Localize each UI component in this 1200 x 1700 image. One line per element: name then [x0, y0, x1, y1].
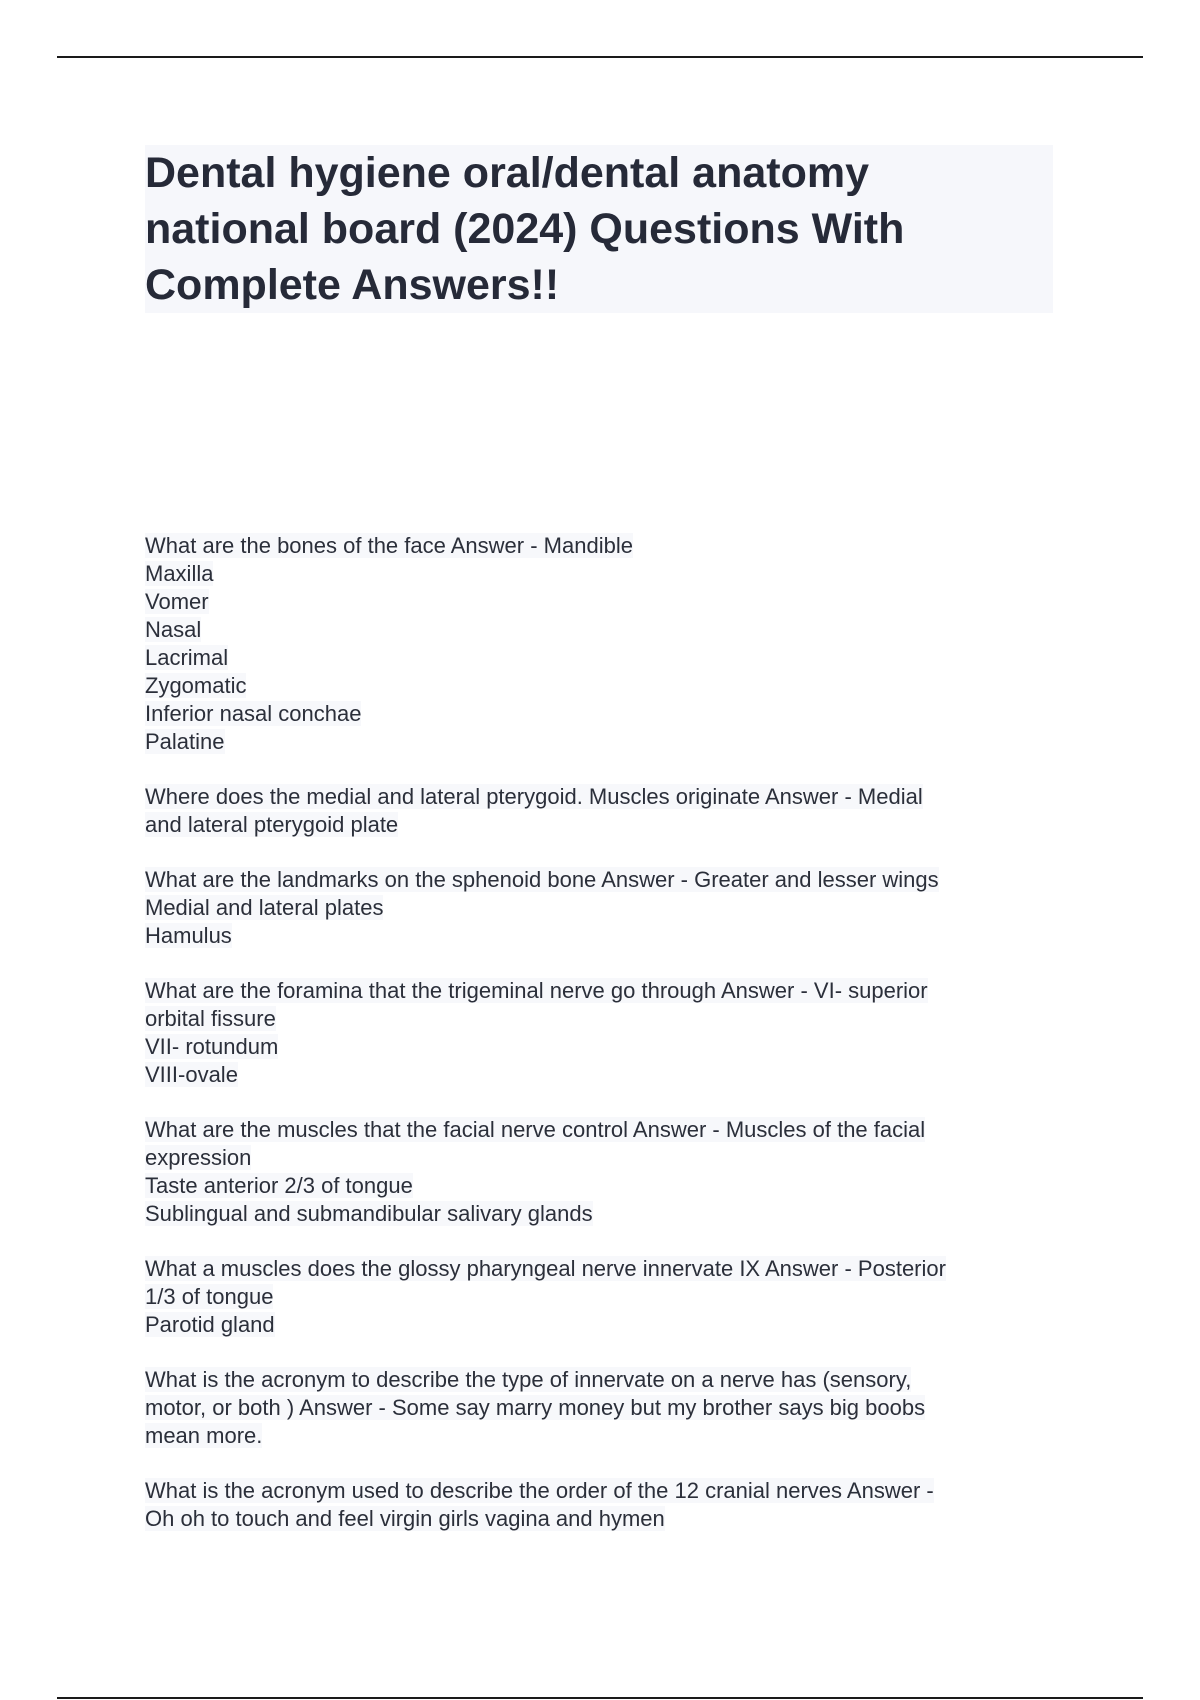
qa-line: VIII-ovale — [145, 1062, 238, 1087]
qa-line: Vomer — [145, 589, 209, 614]
bottom-rule — [57, 1697, 1143, 1699]
qa-list — [145, 532, 1065, 1560]
qa-line: Lacrimal — [145, 645, 229, 670]
qa-line: Inferior nasal conchae — [145, 701, 362, 726]
qa-line: Oh oh to touch and feel virgin girls vagina and hymen — [145, 1506, 665, 1531]
qa-item — [145, 1116, 1065, 1228]
qa-line: Nasal — [145, 617, 202, 642]
qa-line: Where does the medial and lateral pterygoid. Muscles originate Answer - Medial — [145, 784, 923, 809]
qa-line: Zygomatic — [145, 673, 247, 698]
qa-item — [145, 977, 1065, 1089]
qa-line: orbital fissure — [145, 1006, 276, 1031]
qa-line: What are the muscles that the facial nerve control Answer - Muscles of the facial — [145, 1117, 926, 1142]
qa-line: Palatine — [145, 729, 225, 754]
qa-line: expression — [145, 1145, 252, 1170]
qa-item — [145, 866, 1065, 950]
qa-line: What is the acronym to describe the type of innervate on a nerve has (sensory, — [145, 1367, 912, 1392]
top-rule — [57, 56, 1143, 58]
qa-line: motor, or both ) Answer - Some say marry money but my brother says big boobs — [145, 1395, 926, 1420]
title-line: national board (2024) Questions With — [145, 205, 905, 253]
title-block — [145, 145, 1053, 313]
qa-line: Parotid gland — [145, 1312, 275, 1337]
document-title — [145, 145, 1053, 313]
title-line: Complete Answers!! — [145, 261, 560, 309]
qa-line: Taste anterior 2/3 of tongue — [145, 1173, 413, 1198]
qa-line: Hamulus — [145, 923, 232, 948]
title-line: Dental hygiene oral/dental anatomy — [145, 149, 870, 197]
qa-line: Maxilla — [145, 561, 214, 586]
qa-line: What are the foramina that the trigeminal nerve go through Answer - VI- superior — [145, 978, 928, 1003]
qa-line: What is the acronym used to describe the order of the 12 cranial nerves Answer - — [145, 1478, 934, 1503]
qa-item — [145, 783, 1065, 839]
qa-item — [145, 532, 1065, 756]
qa-line: Sublingual and submandibular salivary glands — [145, 1201, 593, 1226]
qa-line: mean more. — [145, 1423, 263, 1448]
qa-line: 1/3 of tongue — [145, 1284, 274, 1309]
qa-line: and lateral pterygoid plate — [145, 812, 399, 837]
qa-line: VII- rotundum — [145, 1034, 279, 1059]
qa-item — [145, 1477, 1065, 1533]
qa-item — [145, 1366, 1065, 1450]
qa-line: What are the bones of the face Answer - Mandible — [145, 533, 633, 558]
qa-line: What a muscles does the glossy pharyngeal nerve innervate IX Answer - Posterior — [145, 1256, 946, 1281]
qa-line: Medial and lateral plates — [145, 895, 384, 920]
qa-line: What are the landmarks on the sphenoid bone Answer - Greater and lesser wings — [145, 867, 939, 892]
qa-item — [145, 1255, 1065, 1339]
